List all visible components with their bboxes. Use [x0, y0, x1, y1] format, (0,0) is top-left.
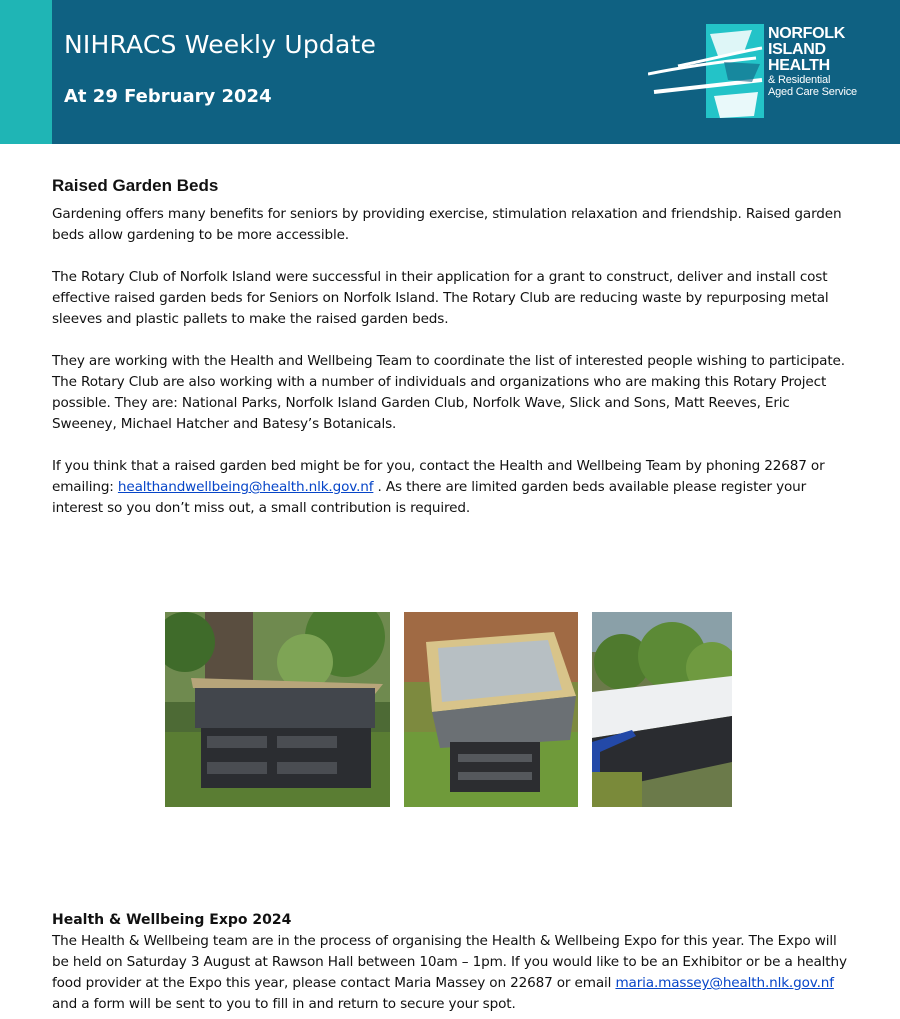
garden-p4-before: If you think that a raised garden bed might be for you, contact the Health and Wellbeing Team by phoning 22687 or emailing: [52, 458, 825, 495]
garden-bed-photo-1 [165, 612, 390, 807]
newsletter-date: At 29 February 2024 [64, 86, 272, 107]
logo-line-3: HEALTH [768, 57, 830, 74]
expo-section [52, 910, 852, 1015]
header-accent-bar [0, 0, 52, 144]
section-heading-expo: Health & Wellbeing Expo 2024 [52, 912, 292, 928]
logo-line-5: Aged Care Service [768, 86, 857, 98]
garden-paragraph-1: Gardening offers many benefits for seniors by providing exercise, stimulation relaxation and friendship. Raised garden beds allow gardening to be more accessible. [52, 206, 842, 243]
garden-paragraph-4 [52, 456, 852, 519]
garden-section [52, 176, 852, 519]
logo-line-2: ISLAND [768, 41, 826, 58]
expo-paragraph [52, 931, 852, 1015]
garden-bed-photo-3 [592, 612, 732, 807]
maria-email-link[interactable]: maria.massey@health.nlk.gov.nf [615, 975, 834, 991]
section-heading-garden: Raised Garden Beds [52, 176, 219, 195]
garden-bed-photo-2 [404, 612, 578, 807]
garden-paragraph-3: They are working with the Health and Wellbeing Team to coordinate the list of interested people wishing to participate. The Rotary Club are also working with a number of individuals and organizations who are making this Rotary Project possible. They are: National Parks, Norfolk Island Garden Club, Norfolk Wave, Slick and Sons, Matt Reeves, Eric Sweeney, Michael Hatcher and Batesy’s Botanicals. [52, 353, 845, 432]
logo-wordmark [768, 26, 857, 98]
header-banner [0, 0, 900, 144]
garden-p4-after: . As there are limited garden beds available please register your interest so you don’t miss out, a small contribution is required. [52, 479, 807, 516]
logo-line-1: NORFOLK [768, 25, 846, 42]
logo-line-4: & Residential [768, 74, 831, 86]
expo-text-after: and a form will be sent to you to fill in and return to secure your spot. [52, 996, 516, 1012]
garden-paragraph-2: The Rotary Club of Norfolk Island were successful in their application for a grant to construct, deliver and install cost effective raised garden beds for Seniors on Norfolk Island. The Rotary Club are reducing waste by repurposing metal sleeves and plastic pallets to make the raised garden beds. [52, 269, 829, 327]
expo-text: The Health & Wellbeing team are in the process of organising the Health & Wellbeing Expo for this year. The Expo will be held on Saturday 3 August at Rawson Hall between 10am – 1pm. If you would like to be an Exhibitor or be a healthy food provider at the Expo this year, please contact Maria Massey on 22687 or email [52, 933, 847, 991]
wellbeing-email-link[interactable]: healthandwellbeing@health.nlk.gov.nf [117, 479, 374, 495]
newsletter-title: NIHRACS Weekly Update [64, 30, 377, 59]
